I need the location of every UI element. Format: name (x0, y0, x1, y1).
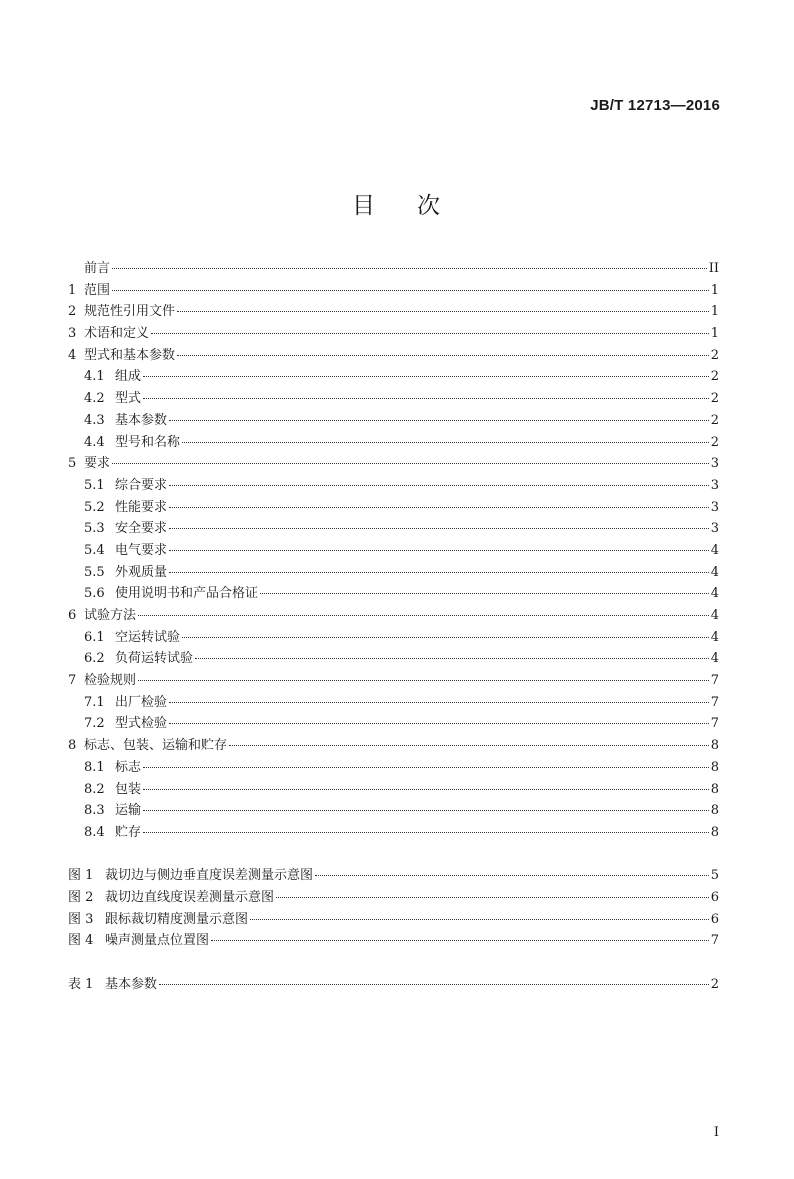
toc-entry[interactable] (68, 822, 719, 844)
page-number: I (713, 1125, 719, 1140)
toc-entry-page: 4 (710, 564, 719, 580)
toc-entry-label: 检验规则 (84, 673, 137, 689)
toc-entry-number: 5 (68, 456, 77, 472)
figures-entry-number: 图 3 (68, 911, 94, 927)
toc-entry[interactable] (68, 800, 719, 822)
dot-leader (112, 463, 709, 464)
toc-entry-label: 运输 (115, 803, 142, 819)
toc-entry[interactable] (68, 692, 719, 714)
toc-entry[interactable] (68, 475, 719, 497)
toc-entry-label: 标志、包装、运输和贮存 (84, 738, 228, 754)
toc-entry-number: 4 (68, 347, 77, 363)
toc-entry-label: 出厂检验 (115, 694, 168, 710)
toc-entry-page: 3 (710, 477, 719, 493)
toc-entry-number: 5.2 (84, 499, 105, 515)
toc-entry-number: 8.3 (84, 803, 105, 819)
toc-entry-label: 负荷运转试验 (115, 651, 194, 667)
dot-leader (177, 311, 709, 312)
toc-entry[interactable] (68, 301, 719, 323)
dot-leader (159, 984, 709, 985)
toc-entry-number: 4.2 (84, 391, 105, 407)
toc-entry-page: 2 (710, 347, 719, 363)
toc-entry-label: 空运转试验 (115, 629, 181, 645)
toc-entry-number: 6.1 (84, 629, 105, 645)
toc-entry-number: 5.1 (84, 477, 105, 493)
toc-entry[interactable] (68, 453, 719, 475)
toc-entry-number: 7.1 (84, 694, 105, 710)
toc-entry-label: 包装 (115, 781, 142, 797)
toc-entry[interactable] (68, 366, 719, 388)
figures-entry-number: 图 1 (68, 868, 94, 884)
figures-entry-label: 裁切边与侧边垂直度误差测量示意图 (105, 868, 314, 884)
toc-entry-label: 性能要求 (115, 499, 168, 515)
toc-entry-page: 7 (710, 694, 719, 710)
toc-entry-number: 4.1 (84, 369, 105, 385)
toc-entry-page: 8 (710, 781, 719, 797)
toc-entry-page: 1 (710, 282, 719, 298)
figures-entry-page: 5 (710, 868, 719, 884)
toc-entry-label: 贮存 (115, 824, 142, 840)
toc-entry-number: 4.4 (84, 434, 105, 450)
toc-entry-label: 前言 (84, 261, 111, 276)
toc-entry-label: 基本参数 (115, 412, 168, 428)
dot-leader (169, 550, 709, 551)
dot-leader (182, 442, 709, 443)
toc-entry-number: 5.6 (84, 586, 105, 602)
toc-entry-page: 4 (710, 651, 719, 667)
dot-leader (169, 420, 709, 421)
toc-entry-label: 型式检验 (115, 716, 168, 732)
dot-leader (169, 723, 709, 724)
dot-leader (195, 658, 709, 659)
toc-entry[interactable] (68, 648, 719, 670)
figures-entry[interactable] (68, 930, 719, 952)
dot-leader (169, 485, 709, 486)
dot-leader (169, 528, 709, 529)
toc-entry[interactable] (68, 410, 719, 432)
figures-entry[interactable] (68, 909, 719, 931)
figures-entry-number: 图 2 (68, 889, 94, 905)
table-of-contents (68, 258, 719, 995)
dot-leader (250, 919, 709, 920)
dot-leader (315, 875, 709, 876)
figures-entry-page: 6 (710, 911, 719, 927)
toc-entry-page: 4 (710, 608, 719, 623)
dot-leader (138, 680, 709, 681)
toc-entry-page: 1 (710, 304, 719, 320)
toc-entry[interactable] (68, 345, 719, 367)
title-char-2: 次 (417, 193, 442, 219)
dot-leader (143, 767, 709, 768)
toc-entry-page: 8 (710, 824, 719, 840)
toc-entry-number: 6.2 (84, 651, 105, 667)
toc-entry-label: 型号和名称 (115, 434, 181, 450)
toc-entry-page: 2 (710, 412, 719, 428)
toc-entry-page: 7 (710, 716, 719, 732)
dot-leader (211, 940, 709, 941)
figures-entry[interactable] (68, 887, 719, 909)
toc-entry[interactable] (68, 258, 719, 280)
toc-entry-number: 8 (68, 738, 77, 754)
dot-leader (138, 615, 709, 616)
dot-leader (143, 398, 709, 399)
toc-entry[interactable] (68, 627, 719, 649)
toc-entry-label: 型式 (115, 391, 142, 407)
page-title (0, 187, 794, 220)
toc-entry-number: 8.4 (84, 824, 105, 840)
toc-entry-label: 试验方法 (84, 608, 137, 623)
toc-entry-page: 7 (710, 673, 719, 689)
toc-entry[interactable] (68, 779, 719, 801)
toc-entry-page: 3 (710, 521, 719, 537)
figures-entry-label: 跟标裁切精度测量示意图 (105, 911, 249, 927)
toc-entry-label: 安全要求 (115, 521, 168, 537)
dot-leader (169, 507, 709, 508)
toc-entry-number: 5.5 (84, 564, 105, 580)
figures-entry-label: 裁切边直线度误差测量示意图 (105, 889, 275, 905)
toc-entry[interactable] (68, 757, 719, 779)
section-spacer (68, 844, 719, 866)
toc-entry-page: II (708, 261, 719, 276)
toc-entry[interactable] (68, 388, 719, 410)
dot-leader (276, 897, 709, 898)
toc-entry[interactable] (68, 518, 719, 540)
toc-entry-number: 3 (68, 326, 77, 342)
dot-leader (112, 290, 709, 291)
tables-entry-page: 2 (710, 976, 719, 992)
dot-leader (260, 593, 709, 594)
toc-entry-page: 8 (710, 738, 719, 754)
toc-entry-page: 3 (710, 456, 719, 472)
figures-entry-label: 噪声测量点位置图 (105, 933, 210, 949)
toc-entry-label: 术语和定义 (84, 326, 150, 342)
tables-entry-label: 基本参数 (105, 976, 158, 992)
toc-entry-label: 综合要求 (115, 477, 168, 493)
dot-leader (169, 702, 709, 703)
toc-entry-number: 8.2 (84, 781, 105, 797)
toc-entry[interactable] (68, 713, 719, 735)
figures-entry[interactable] (68, 865, 719, 887)
toc-entry[interactable] (68, 735, 719, 757)
dot-leader (143, 810, 709, 811)
toc-entry-page: 8 (710, 803, 719, 819)
dot-leader (143, 789, 709, 790)
toc-entry-number: 7.2 (84, 716, 105, 732)
toc-entry-number: 4.3 (84, 412, 105, 428)
toc-entry-number: 2 (68, 304, 77, 320)
toc-entry-page: 4 (710, 542, 719, 558)
toc-entry-number: 7 (68, 673, 77, 689)
dot-leader (112, 268, 707, 269)
figures-entry-page: 7 (710, 933, 719, 949)
toc-entry-number: 8.1 (84, 759, 105, 775)
toc-entry-label: 标志 (115, 759, 142, 775)
toc-entry-page: 2 (710, 434, 719, 450)
toc-entry-label: 要求 (84, 456, 111, 472)
title-char-1: 目 (352, 193, 377, 219)
tables-entry[interactable] (68, 974, 719, 996)
toc-entry-label: 外观质量 (115, 564, 168, 580)
figures-entry-page: 6 (710, 889, 719, 905)
section-spacer (68, 952, 719, 974)
toc-entry[interactable] (68, 280, 719, 302)
toc-entry[interactable] (68, 323, 719, 345)
figures-entry-number: 图 4 (68, 933, 94, 949)
toc-entry[interactable] (68, 562, 719, 584)
toc-entry-number: 1 (68, 282, 77, 298)
dot-leader (169, 572, 709, 573)
toc-entry[interactable] (68, 432, 719, 454)
toc-entry-page: 8 (710, 759, 719, 775)
toc-entry[interactable] (68, 540, 719, 562)
toc-entry[interactable] (68, 583, 719, 605)
toc-entry-label: 使用说明书和产品合格证 (115, 586, 259, 602)
toc-entry-label: 型式和基本参数 (84, 347, 176, 363)
toc-entry-number: 5.3 (84, 521, 105, 537)
toc-entry-label: 规范性引用文件 (84, 304, 176, 320)
toc-entry[interactable] (68, 605, 719, 627)
toc-entry-page: 4 (710, 586, 719, 602)
toc-entry-label: 电气要求 (115, 542, 168, 558)
dot-leader (151, 333, 709, 334)
toc-entry-page: 3 (710, 499, 719, 515)
toc-entry-label: 组成 (115, 369, 142, 385)
toc-entry-page: 2 (710, 391, 719, 407)
dot-leader (182, 637, 709, 638)
toc-entry-page: 2 (710, 369, 719, 385)
tables-entry-number: 表 1 (68, 976, 94, 992)
dot-leader (177, 355, 709, 356)
toc-entry-label: 范围 (84, 282, 111, 298)
toc-entry[interactable] (68, 670, 719, 692)
toc-entry-page: 1 (710, 326, 719, 342)
dot-leader (229, 745, 709, 746)
toc-entry-number: 5.4 (84, 542, 105, 558)
toc-entry-number: 6 (68, 608, 77, 623)
dot-leader (143, 376, 709, 377)
toc-entry[interactable] (68, 497, 719, 519)
dot-leader (143, 832, 709, 833)
standard-number: JB/T 12713—2016 (590, 97, 720, 114)
toc-entry-page: 4 (710, 629, 719, 645)
